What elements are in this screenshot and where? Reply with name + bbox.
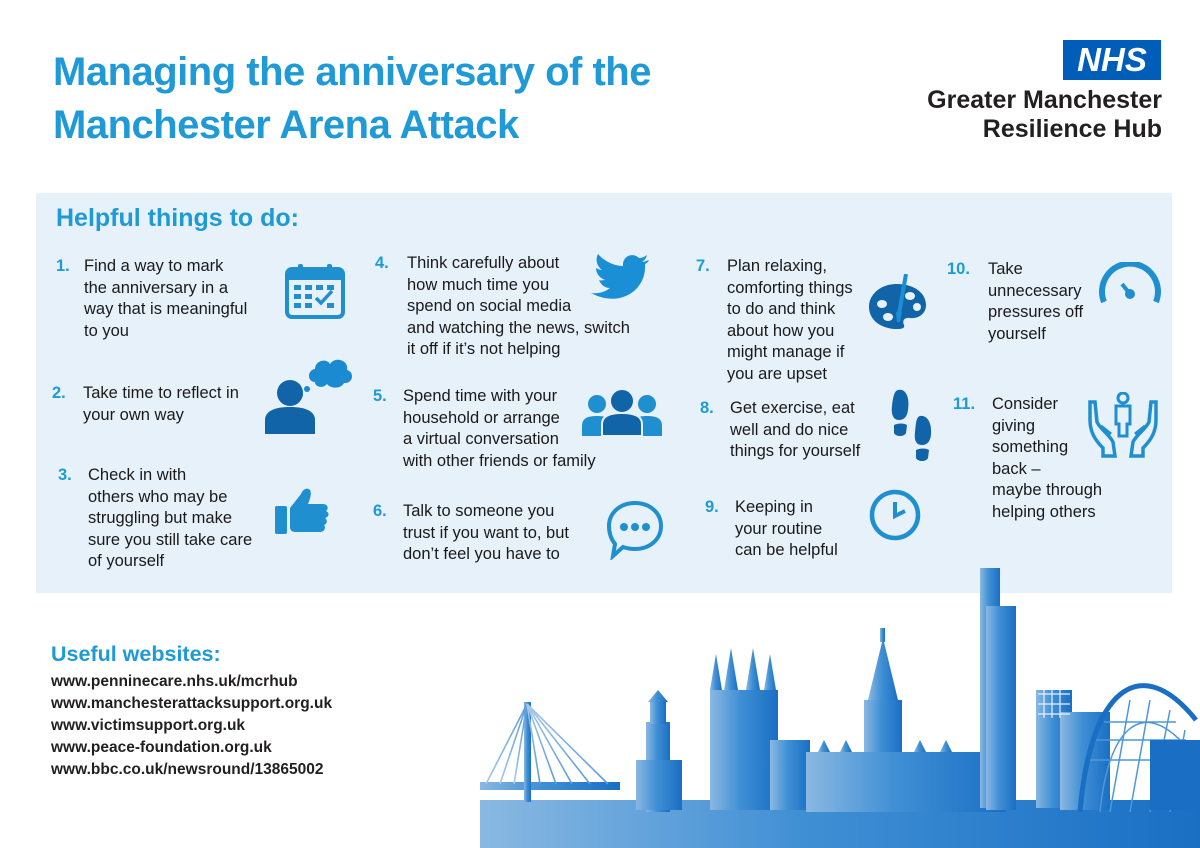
tip-text-line: Keeping in xyxy=(735,498,813,516)
tip-number: 4. xyxy=(375,254,389,272)
tip-number: 8. xyxy=(700,399,714,417)
tip-text-line: struggling but make xyxy=(88,509,232,527)
tip-number: 2. xyxy=(52,384,66,402)
useful-websites-heading: Useful websites: xyxy=(51,642,221,666)
tip-text-line: way that is meaningful xyxy=(84,300,248,318)
tip-number: 1. xyxy=(56,257,70,275)
tip-text-line: others who may be xyxy=(88,487,228,506)
tip-number: 11. xyxy=(953,395,976,413)
tip-number: 3. xyxy=(58,466,72,484)
tip-number: 6. xyxy=(373,502,387,520)
tip-number: 7. xyxy=(696,257,710,275)
tip-text-line: back – xyxy=(992,459,1041,478)
tip-text-line: don’t feel you have to xyxy=(403,545,560,563)
tip-text-line: Spend time with your xyxy=(403,387,558,405)
tip-text-line: Get exercise, eat xyxy=(730,399,855,417)
tip-text-line: of yourself xyxy=(88,552,165,570)
tip-text-line: helping others xyxy=(992,502,1096,521)
website-link[interactable]: www.peace-foundation.org.uk xyxy=(51,739,272,756)
tip-text-line: unnecessary xyxy=(988,281,1082,300)
tip-text-line: you are upset xyxy=(727,364,827,383)
tip-text-line: maybe through xyxy=(992,481,1103,499)
tip-text-line: Take time to reflect in xyxy=(83,384,239,402)
tip-text-line: the anniversary in a xyxy=(84,278,228,297)
website-link[interactable]: www.bbc.co.uk/newsround/13865002 xyxy=(51,761,324,778)
tip-number: 9. xyxy=(705,498,719,516)
tip-number: 5. xyxy=(373,387,387,405)
tip-text-line: Talk to someone you xyxy=(403,502,555,520)
tip-text-line: how much time you xyxy=(407,275,550,294)
tip-text-line: Take xyxy=(988,260,1023,278)
title-line-2: Manchester Arena Attack xyxy=(53,103,519,147)
tip-text-line: your own way xyxy=(83,405,184,424)
helpful-things-heading: Helpful things to do: xyxy=(56,204,300,232)
tip-text-line: Check in with xyxy=(88,466,187,484)
tip-text-line: to you xyxy=(84,321,129,340)
title-line-1: Managing the anniversary of the xyxy=(53,50,651,94)
tip-text-line: something xyxy=(992,438,1069,456)
tip-text-line: with other friends or family xyxy=(403,451,596,470)
tip-text-line: Find a way to mark xyxy=(84,257,224,275)
tip-text-line: might manage if xyxy=(727,343,845,361)
tip-text-line: trust if you want to, but xyxy=(403,523,569,542)
tip-text-line: Think carefully about xyxy=(407,254,560,272)
tip-number: 10. xyxy=(947,260,970,278)
tip-text-line: household or arrange xyxy=(403,408,560,427)
website-link[interactable]: www.victimsupport.org.uk xyxy=(51,717,246,734)
tip-text-line: yourself xyxy=(988,324,1046,343)
tip-text-line: Plan relaxing, xyxy=(727,257,827,275)
tip-text-line: things for yourself xyxy=(730,442,861,460)
tip-text-line: about how you xyxy=(727,321,835,340)
nhs-logo: NHS xyxy=(1063,40,1161,80)
tip-text-line: your routine xyxy=(735,519,823,538)
tip-text-line: to do and think xyxy=(727,300,836,318)
website-link[interactable]: www.penninecare.nhs.uk/mcrhub xyxy=(51,673,298,690)
org-line-2: Resilience Hub xyxy=(982,115,1162,143)
tip-text-line: pressures off xyxy=(988,303,1084,321)
org-line-1: Greater Manchester xyxy=(927,86,1162,114)
tip-text-line: can be helpful xyxy=(735,541,838,559)
tip-text-line: Consider xyxy=(992,395,1059,413)
tip-text-line: it off if it’s not helping xyxy=(407,340,561,358)
tip-text-line: well and do nice xyxy=(730,420,849,439)
website-link[interactable]: www.manchesterattacksupport.org.uk xyxy=(51,695,333,712)
tip-text-line: and watching the news, switch xyxy=(407,318,630,337)
tip-text-line: spend on social media xyxy=(407,297,572,315)
tip-text-line: a virtual conversation xyxy=(403,430,559,448)
tip-text-line: comforting things xyxy=(727,278,853,297)
tip-text-line: sure you still take care xyxy=(88,530,253,549)
tip-text-line: giving xyxy=(992,416,1036,435)
